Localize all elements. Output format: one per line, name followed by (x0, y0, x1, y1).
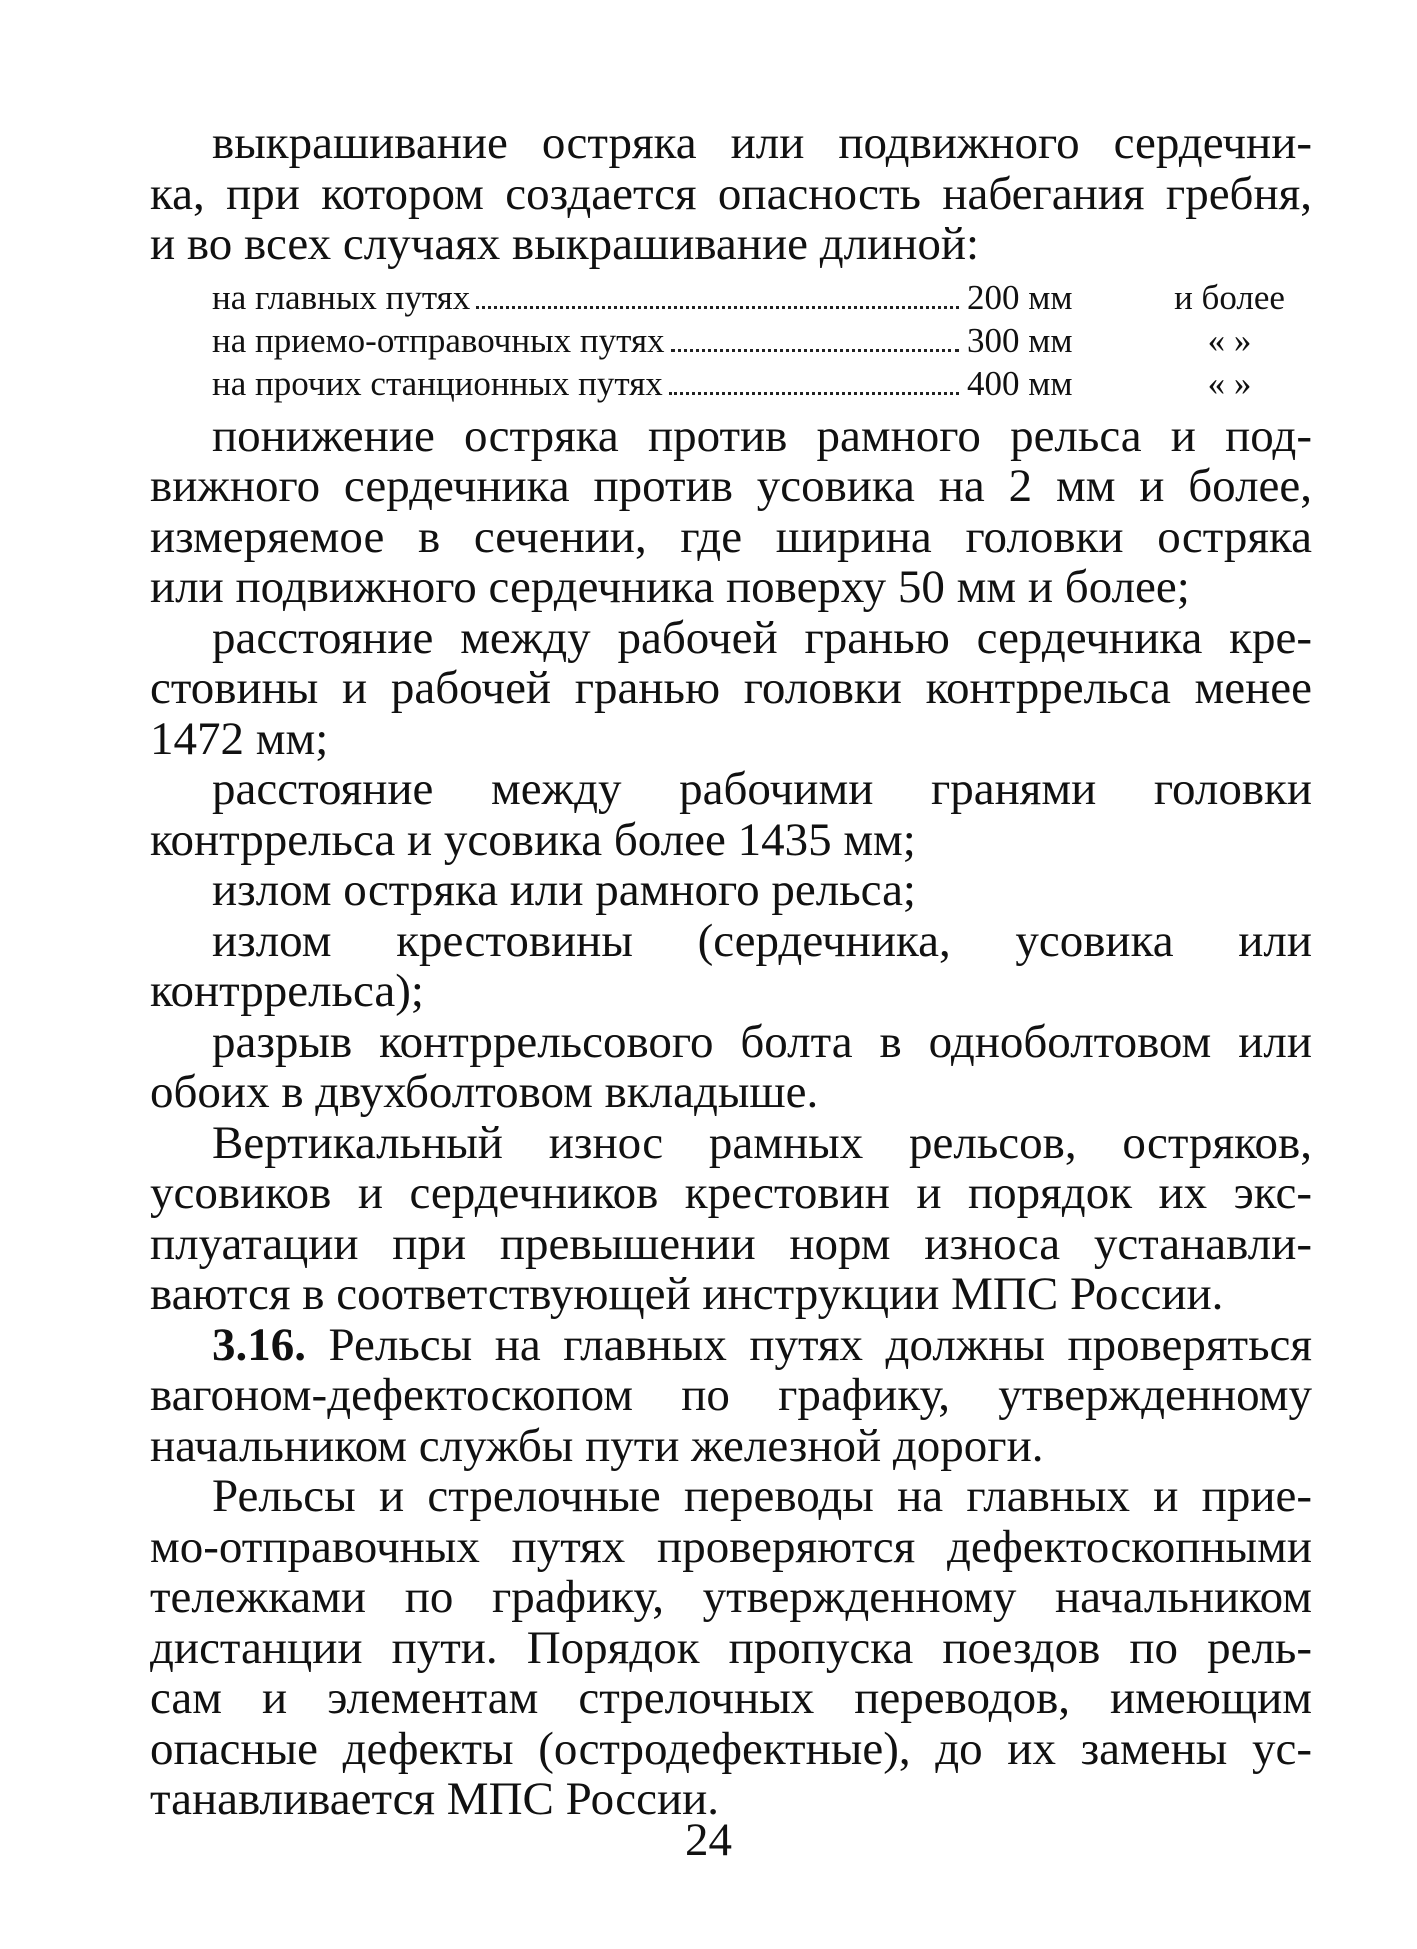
table-row-label: на прочих станционных путях (212, 363, 663, 403)
text-line: вагоном-дефектоскопом по графику, утвержденному (150, 1370, 1312, 1421)
paragraph-switch-break (150, 865, 1312, 916)
text-line: вижного сердечника против усовика на 2 мм и более, (150, 461, 1312, 512)
text-line: дистанции пути. Порядок пропуска поездов по рель- (150, 1622, 1312, 1673)
text-line: излом крестовины (сердечника, усовика или (212, 915, 1312, 966)
text-line: усовиков и сердечников крестовин и порядок их экс- (150, 1168, 1312, 1219)
paragraph-flaw-detection (150, 1471, 1312, 1825)
text-line: начальником службы пути железной дороги. (150, 1419, 1044, 1472)
table-row-suffix: « » (1207, 363, 1252, 403)
paragraph-distance-guard (150, 764, 1312, 865)
text-line: расстояние между рабочими гранями головки (212, 764, 1312, 815)
table-row (212, 319, 1302, 362)
text-line: стовины и рабочей гранью головки контррельса менее (150, 663, 1312, 714)
text-line: 1472 мм; (150, 712, 329, 765)
text-line: или подвижного сердечника поверху 50 мм и более; (150, 561, 1190, 613)
text-line: Вертикальный износ рамных рельсов, остряков, (212, 1117, 1312, 1168)
paragraph-vertical-wear (150, 1118, 1312, 1320)
text-line: мо-отправочных путях проверяются дефектоскопными (150, 1521, 1312, 1572)
paragraph-crossing-break (150, 916, 1312, 1017)
page-number: 24 (685, 1814, 732, 1866)
table-row-value: 400 мм (967, 363, 1073, 403)
text-line: излом остряка или рамного рельса; (212, 864, 916, 916)
section-number: 3.16. (212, 1319, 306, 1370)
page-body (150, 118, 1312, 1825)
text-line: сам и элементам стрелочных переводов, имеющим (150, 1673, 1312, 1724)
text-line: выкрашивание остряка или подвижного сердечни- (212, 118, 1312, 169)
text-line: ка, при котором создается опасность набегания гребня, (150, 168, 1312, 219)
paragraph-lowering (150, 411, 1312, 613)
text-line: и во всех случаях выкрашивание длиной: (150, 218, 980, 270)
table-row-suffix: « » (1207, 320, 1252, 360)
paragraph-distance-frog (150, 613, 1312, 765)
text-line: плуатации при превышении норм износа устанавли- (150, 1218, 1312, 1269)
text-line: понижение остряка против рамного рельса и под- (212, 410, 1312, 461)
text-line: опасные дефекты (остродефектные), до их замены ус- (150, 1723, 1312, 1774)
text-line: танавливается МПС России. (150, 1773, 720, 1825)
table-row-value: 300 мм (967, 320, 1073, 360)
dot-leader (476, 306, 959, 309)
section-first-line-text: Рельсы на главных путях должны проверяться (306, 1319, 1312, 1370)
text-line: Рельсы и стрелочные переводы на главных и прие- (212, 1471, 1312, 1522)
table-row (212, 362, 1302, 405)
text-line: разрыв контррельсового болта в одноболтовом или (212, 1016, 1312, 1067)
table-row-value: 200 мм (967, 277, 1073, 317)
text-line: тележками по графику, утвержденному начальником (150, 1572, 1312, 1623)
text-line: контррельса и усовика более 1435 мм; (150, 813, 916, 866)
text-line: измеряемое в сечении, где ширина головки остряка (150, 511, 1312, 562)
text-line: обоих в двухболтовом вкладыше. (150, 1066, 819, 1118)
chipping-length-table (212, 276, 1302, 405)
paragraph-chipping (150, 118, 1312, 270)
dot-leader (669, 392, 959, 395)
text-line (150, 1320, 1312, 1371)
paragraph-bolt-rupture (150, 1017, 1312, 1118)
section-3-16 (150, 1320, 1312, 1472)
table-row-label: на приемо-отправочных путях (212, 320, 665, 360)
text-line: контррельса); (150, 965, 424, 1017)
table-row (212, 276, 1302, 319)
dot-leader (671, 349, 959, 352)
text-line: ваются в соответствующей инструкции МПС России. (150, 1268, 1224, 1320)
text-line: расстояние между рабочей гранью сердечника кре- (212, 612, 1312, 663)
table-row-suffix: и более (1174, 277, 1285, 317)
table-row-label: на главных путях (212, 277, 471, 317)
